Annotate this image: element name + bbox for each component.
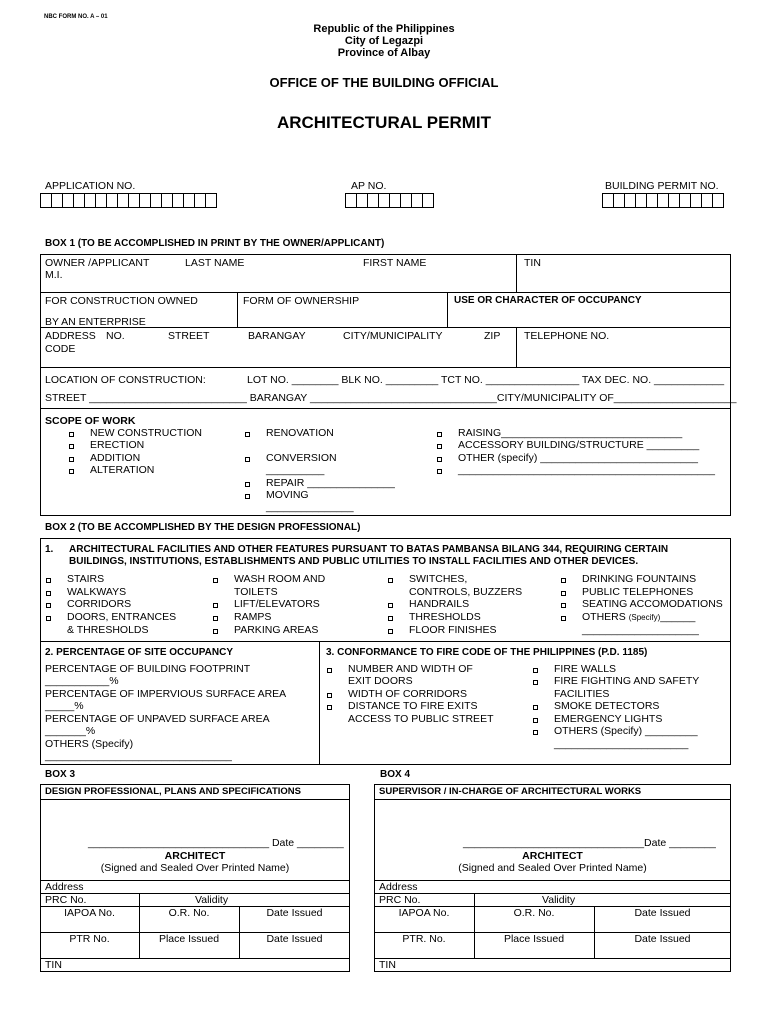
scope-item: ALTERATION [90, 464, 155, 476]
checkbox-public-telephones[interactable] [561, 591, 566, 596]
fire-item: EMERGENCY LIGHTS [554, 713, 663, 725]
fire-item: NUMBER AND WIDTH OF [348, 663, 473, 675]
box4-or-label: O.R. No. [513, 907, 555, 919]
street-line: STREET ___________________________ BARANGAY ________________________________CITY/MUNICIPALITY OF_____________________ [45, 392, 737, 404]
box3-iapoa-label: IAPOA No. [64, 907, 115, 919]
box1-title: BOX 1 (TO BE ACCOMPLISHED IN PRINT BY THE OWNER/APPLICANT) [45, 238, 385, 249]
office-title: OFFICE OF THE BUILDING OFFICIAL [269, 75, 499, 90]
checkbox-emergency-lights[interactable] [533, 718, 538, 723]
box3-tin-label: TIN [45, 959, 62, 971]
checkbox-renovation[interactable] [245, 432, 250, 437]
facility-item: TOILETS [234, 586, 278, 598]
box4-place-issued-label: Place Issued [503, 933, 565, 945]
checkbox-parking[interactable] [213, 629, 218, 634]
box4-label: BOX 4 [380, 769, 411, 780]
facility-item: CONTROLS, BUZZERS [409, 586, 523, 598]
checkbox-addition[interactable] [69, 457, 74, 462]
form-number: NBC FORM NO. A – 01 [44, 14, 108, 20]
mi-label: M.I. [45, 269, 63, 281]
box3-ptr-label: PTR No. [69, 933, 110, 945]
box4-validity-label: Validity [542, 894, 576, 906]
box3-place-issued-label: Place Issued [158, 933, 220, 945]
section2-title: 2. PERCENTAGE OF SITE OCCUPANCY [45, 647, 233, 658]
telephone-label: TELEPHONE NO. [524, 330, 610, 342]
scope-other-line: ____________________________________________ [458, 464, 715, 476]
box4-title: SUPERVISOR / IN-CHARGE OF ARCHITECTURAL WORKS [379, 786, 642, 797]
box4-date-issued-label: Date Issued [634, 907, 691, 919]
box3-title: DESIGN PROFESSIONAL, PLANS AND SPECIFICATIONS [45, 786, 301, 797]
box3-signature-line[interactable]: _______________________________ Date ________ [88, 837, 344, 849]
checkbox-handrails[interactable] [388, 603, 393, 608]
fire-item: FACILITIES [554, 688, 610, 700]
checkbox-distance-exits[interactable] [327, 705, 332, 710]
checkbox-walkways[interactable] [46, 591, 51, 596]
box3-or-label: O.R. No. [168, 907, 210, 919]
facility-item: DOORS, ENTRANCES [67, 611, 177, 623]
fire-item: WIDTH OF CORRIDORS [348, 688, 467, 700]
city-line: City of Legazpi [344, 35, 424, 47]
checkbox-other-2[interactable] [437, 469, 442, 474]
checkbox-smoke-detectors[interactable] [533, 705, 538, 710]
address-street-label: STREET [168, 330, 210, 342]
box3-label: BOX 3 [45, 769, 76, 780]
section1-title: ARCHITECTURAL FACILITIES AND OTHER FEATURES PURSUANT TO BATAS PAMBANSA BILANG 344, REQUIRING CERTAIN [69, 544, 669, 555]
impervious-value[interactable]: _____% [45, 700, 84, 712]
fire-item: FIRE WALLS [554, 663, 617, 675]
facility-item: FLOOR FINISHES [409, 624, 497, 636]
unpaved-value[interactable]: _______% [45, 725, 96, 737]
fire-item: FIRE FIGHTING AND SAFETY [554, 675, 700, 687]
checkbox-floor-finishes[interactable] [388, 629, 393, 634]
conversion-line: __________ [266, 464, 325, 476]
scope-item: ERECTION [90, 439, 145, 451]
owner-label: OWNER /APPLICANT [45, 257, 150, 269]
facility-others-label: OTHERS [582, 611, 626, 623]
lot-line: LOT NO. ________ BLK NO. _________ TCT NO. ________________ TAX DEC. NO. ____________ [247, 374, 725, 386]
box4-address-label: Address [379, 881, 418, 893]
scope-item: OTHER (specify) ___________________________ [458, 452, 698, 464]
checkbox-repair[interactable] [245, 482, 250, 487]
facility-item: & THRESHOLDS [67, 624, 149, 636]
box3-address-label: Address [45, 881, 84, 893]
box4-signature-line[interactable]: _______________________________Date ________ [463, 837, 716, 849]
checkbox-erection[interactable] [69, 444, 74, 449]
facility-others-specify-line: ______ [660, 611, 696, 623]
checkbox-conversion[interactable] [245, 457, 250, 462]
checkbox-seating[interactable] [561, 603, 566, 608]
section3-title: 3. CONFORMANCE TO FIRE CODE OF THE PHILIPPINES (P.D. 1185) [326, 647, 648, 658]
facility-item: THRESHOLDS [409, 611, 481, 623]
checkbox-lift[interactable] [213, 603, 218, 608]
application-no-label: APPLICATION NO. [45, 180, 136, 192]
facility-item: DRINKING FOUNTAINS [582, 573, 697, 585]
box4-tin-label: TIN [379, 959, 396, 971]
box3-date-issued-label-2: Date Issued [266, 933, 323, 945]
checkbox-other[interactable] [437, 457, 442, 462]
address-city-label: CITY/MUNICIPALITY [343, 330, 443, 342]
first-name-label: FIRST NAME [363, 257, 427, 269]
scope-item: RAISING_______________________________ [458, 427, 683, 439]
checkbox-corridors[interactable] [46, 603, 51, 608]
checkbox-raising[interactable] [437, 432, 442, 437]
facility-item: LIFT/ELEVATORS [234, 598, 320, 610]
scope-item: MOVING [266, 489, 309, 501]
checkbox-thresholds[interactable] [388, 616, 393, 621]
box4-date-issued-label-2: Date Issued [634, 933, 691, 945]
scope-item: RENOVATION [266, 427, 334, 439]
facility-item: SWITCHES, [409, 573, 468, 585]
facility-item: CORRIDORS [67, 598, 132, 610]
checkbox-accessory[interactable] [437, 444, 442, 449]
fire-item: ACCESS TO PUBLIC STREET [348, 713, 494, 725]
facility-others-specify: (Specify) [628, 613, 661, 622]
application-no-field[interactable] [40, 193, 217, 208]
address-label: ADDRESS [45, 330, 96, 342]
address-barangay-label: BARANGAY [248, 330, 306, 342]
checkbox-doors[interactable] [46, 616, 51, 621]
section1-title-2: BUILDINGS, INSTITUTIONS, ESTABLISHMENTS AND PUBLIC UTILITIES TO INSTALL FACILITIES AND OTHER DEVICES. [69, 556, 639, 567]
box4-iapoa-label: IAPOA No. [398, 907, 450, 919]
footprint-value[interactable]: ___________% [45, 675, 119, 687]
scope-title: SCOPE OF WORK [45, 415, 136, 427]
checkbox-exit-doors[interactable] [327, 668, 332, 673]
checkbox-switches[interactable] [388, 578, 393, 583]
address-no-label: NO. [106, 330, 125, 342]
address-code-label: CODE [45, 343, 76, 355]
enterprise-label-2: BY AN ENTERPRISE [45, 316, 146, 328]
checkbox-alteration[interactable] [69, 469, 74, 474]
checkbox-fire-others[interactable] [533, 730, 538, 735]
unpaved-label: PERCENTAGE OF UNPAVED SURFACE AREA [45, 713, 270, 725]
building-permit-no-field[interactable] [602, 193, 724, 208]
ap-no-field[interactable] [345, 193, 434, 208]
facility-item: WALKWAYS [67, 586, 127, 598]
checkbox-washroom[interactable] [213, 578, 218, 583]
others-specify-line[interactable]: ________________________________ [45, 750, 232, 762]
checkbox-drinking-fountains[interactable] [561, 578, 566, 583]
box4-signed-note: (Signed and Sealed Over Printed Name) [458, 862, 647, 874]
checkbox-ramps[interactable] [213, 616, 218, 621]
province-line: Province of Albay [337, 47, 431, 59]
scope-item: REPAIR _______________ [266, 477, 395, 489]
checkbox-fire-fighting[interactable] [533, 680, 538, 685]
box3-validity-label: Validity [195, 894, 229, 906]
enterprise-label: FOR CONSTRUCTION OWNED [45, 295, 198, 307]
page-title: ARCHITECTURAL PERMIT [276, 113, 492, 132]
section1-number: 1. [45, 544, 54, 555]
facility-item: PARKING AREAS [234, 624, 319, 636]
address-zip-label: ZIP [484, 330, 501, 342]
fire-item: SMOKE DETECTORS [554, 700, 660, 712]
scope-item: ADDITION [90, 452, 141, 464]
form-of-ownership-label: FORM OF OWNERSHIP [243, 295, 360, 307]
others-specify-label: OTHERS (Specify) [45, 738, 134, 750]
facility-item: RAMPS [234, 611, 272, 623]
fire-item: DISTANCE TO FIRE EXITS [348, 700, 478, 712]
moving-line: _______________ [266, 501, 354, 513]
republic-line: Republic of the Philippines [313, 23, 455, 35]
box4-ptr-label: PTR. No. [402, 933, 446, 945]
checkbox-width-corridors[interactable] [327, 693, 332, 698]
facility-others [582, 611, 695, 624]
box3-prc-label: PRC No. [45, 894, 87, 906]
facility-others-line: ____________________ [582, 624, 699, 636]
box4-prc-label: PRC No. [379, 894, 421, 906]
checkbox-moving[interactable] [245, 494, 250, 499]
box3-date-issued-label: Date Issued [266, 907, 323, 919]
scope-item: CONVERSION [266, 452, 337, 464]
facility-item: SEATING ACCOMODATIONS [582, 598, 723, 610]
facility-item: STAIRS [67, 573, 105, 585]
impervious-label: PERCENTAGE OF IMPERVIOUS SURFACE AREA [45, 688, 287, 700]
checkbox-stairs[interactable] [46, 578, 51, 583]
checkbox-others-facility[interactable] [561, 616, 566, 621]
owner-tin-label: TIN [524, 257, 541, 269]
box3-signed-note: (Signed and Sealed Over Printed Name) [100, 862, 290, 874]
facility-item: WASH ROOM AND [234, 573, 326, 585]
facility-item: HANDRAILS [409, 598, 470, 610]
fire-item: EXIT DOORS [348, 675, 413, 687]
scope-item: NEW CONSTRUCTION [90, 427, 202, 439]
facility-item: PUBLIC TELEPHONES [582, 586, 694, 598]
box2-title: BOX 2 (TO BE ACCOMPLISHED BY THE DESIGN PROFESSIONAL) [45, 522, 361, 533]
use-character-label: USE OR CHARACTER OF OCCUPANCY [454, 295, 642, 306]
box3-architect: ARCHITECT [164, 850, 226, 862]
checkbox-fire-walls[interactable] [533, 668, 538, 673]
building-permit-no-label: BUILDING PERMIT NO. [605, 180, 719, 192]
footprint-label: PERCENTAGE OF BUILDING FOOTPRINT [45, 663, 251, 675]
scope-item: ACCESSORY BUILDING/STRUCTURE _________ [458, 439, 700, 451]
ap-no-label: AP NO. [351, 180, 387, 192]
last-name-label: LAST NAME [185, 257, 245, 269]
fire-item: OTHERS (Specify) _________ [554, 725, 698, 737]
box4-architect: ARCHITECT [522, 850, 583, 862]
location-label: LOCATION OF CONSTRUCTION: [45, 374, 206, 386]
checkbox-new-construction[interactable] [69, 432, 74, 437]
fire-others-line: _______________________ [554, 738, 689, 750]
